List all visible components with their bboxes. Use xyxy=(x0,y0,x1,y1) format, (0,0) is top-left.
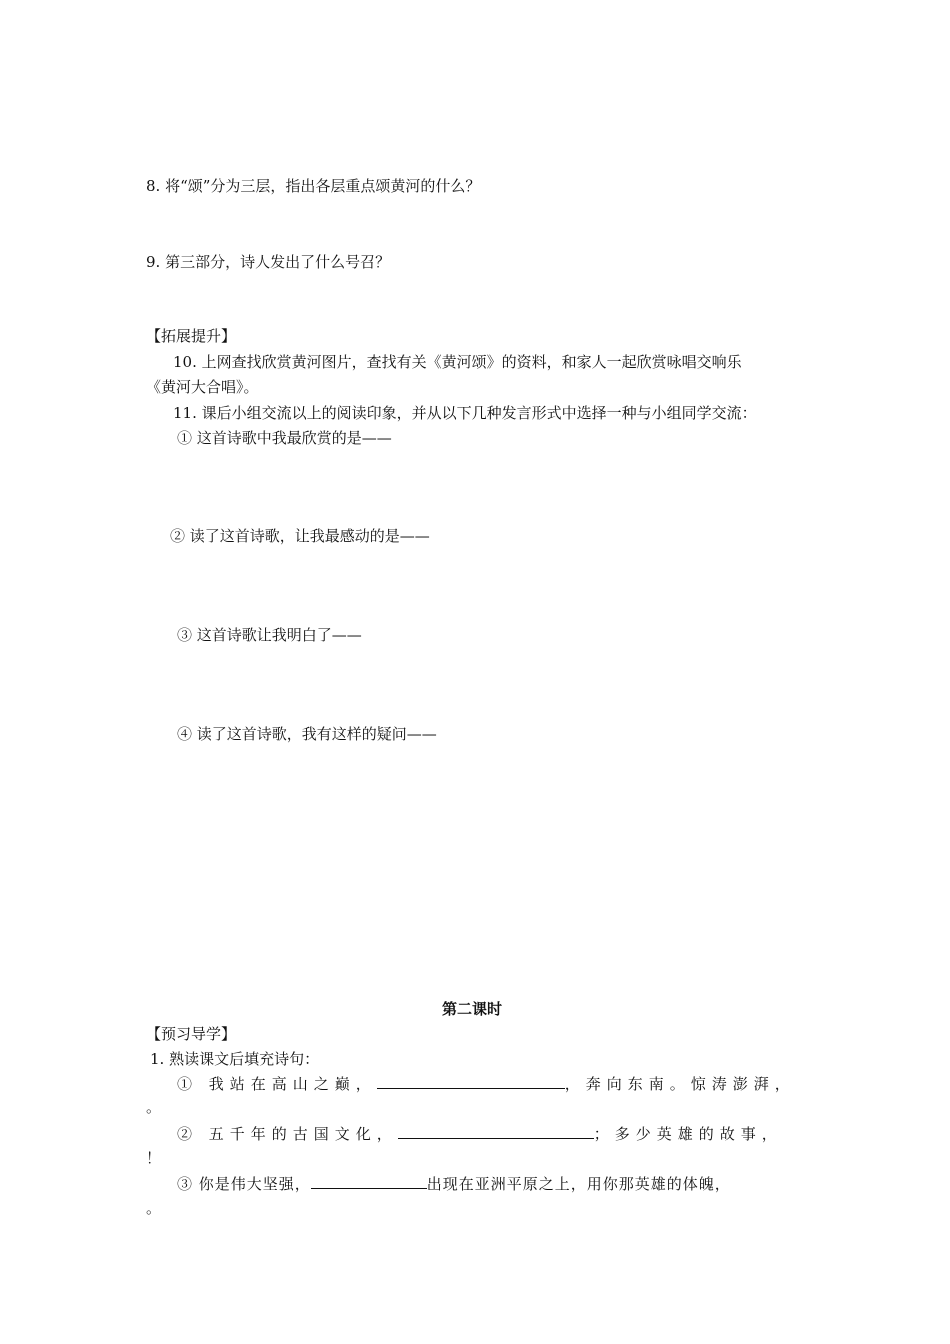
fill-blank-2[interactable] xyxy=(398,1124,594,1139)
question-9: 9. 第三部分，诗人发出了什么号召？ xyxy=(146,253,391,271)
fill-line-1 xyxy=(177,1074,796,1094)
fill-line-1-end: ，奔向东南。惊涛澎湃， xyxy=(564,1075,796,1093)
fill-blank-3[interactable] xyxy=(311,1174,427,1189)
option-2: ② 读了这首诗歌，让我最感动的是—— xyxy=(170,527,430,545)
fill-line-2-start: ② 五千年的古国文化， xyxy=(177,1125,398,1143)
preview-item-1: 1. 熟读课文后填充诗句： xyxy=(150,1050,320,1068)
question-10-line-1: 10. 上网查找欣赏黄河图片，查找有关《黄河颂》的资料，和家人一起欣赏咏唱交响乐 xyxy=(173,353,742,371)
option-4: ④ 读了这首诗歌，我有这样的疑问—— xyxy=(177,725,437,743)
fill-line-3 xyxy=(177,1174,731,1194)
fill-line-3-end: 出现在亚洲平原之上，用你那英雄的体魄， xyxy=(426,1175,731,1193)
fill-blank-1[interactable] xyxy=(377,1074,565,1089)
fill-line-3-tail: 。 xyxy=(146,1199,162,1217)
fill-line-2-tail: ！ xyxy=(146,1149,162,1167)
question-10-line-2: 《黄河大合唱》。 xyxy=(146,378,259,396)
section-extend-heading: 【拓展提升】 xyxy=(146,327,237,345)
question-8: 8. 将“颂”分为三层，指出各层重点颂黄河的什么？ xyxy=(146,177,481,195)
question-11: 11. 课后小组交流以上的阅读印象，并从以下几种发言形式中选择一种与小组同学交流： xyxy=(173,404,757,422)
lesson-2-title: 第二课时 xyxy=(442,1000,503,1018)
fill-line-1-tail: 。 xyxy=(146,1098,162,1116)
fill-line-2-end: ；多少英雄的故事， xyxy=(593,1125,783,1143)
fill-line-3-start: ③ 你是伟大坚强， xyxy=(177,1175,311,1193)
fill-line-2 xyxy=(177,1124,783,1144)
section-preview-heading: 【预习导学】 xyxy=(146,1025,237,1043)
option-3: ③ 这首诗歌让我明白了—— xyxy=(177,626,362,644)
option-1: ① 这首诗歌中我最欣赏的是—— xyxy=(177,429,392,447)
fill-line-1-start: ① 我站在高山之巅， xyxy=(177,1075,377,1093)
